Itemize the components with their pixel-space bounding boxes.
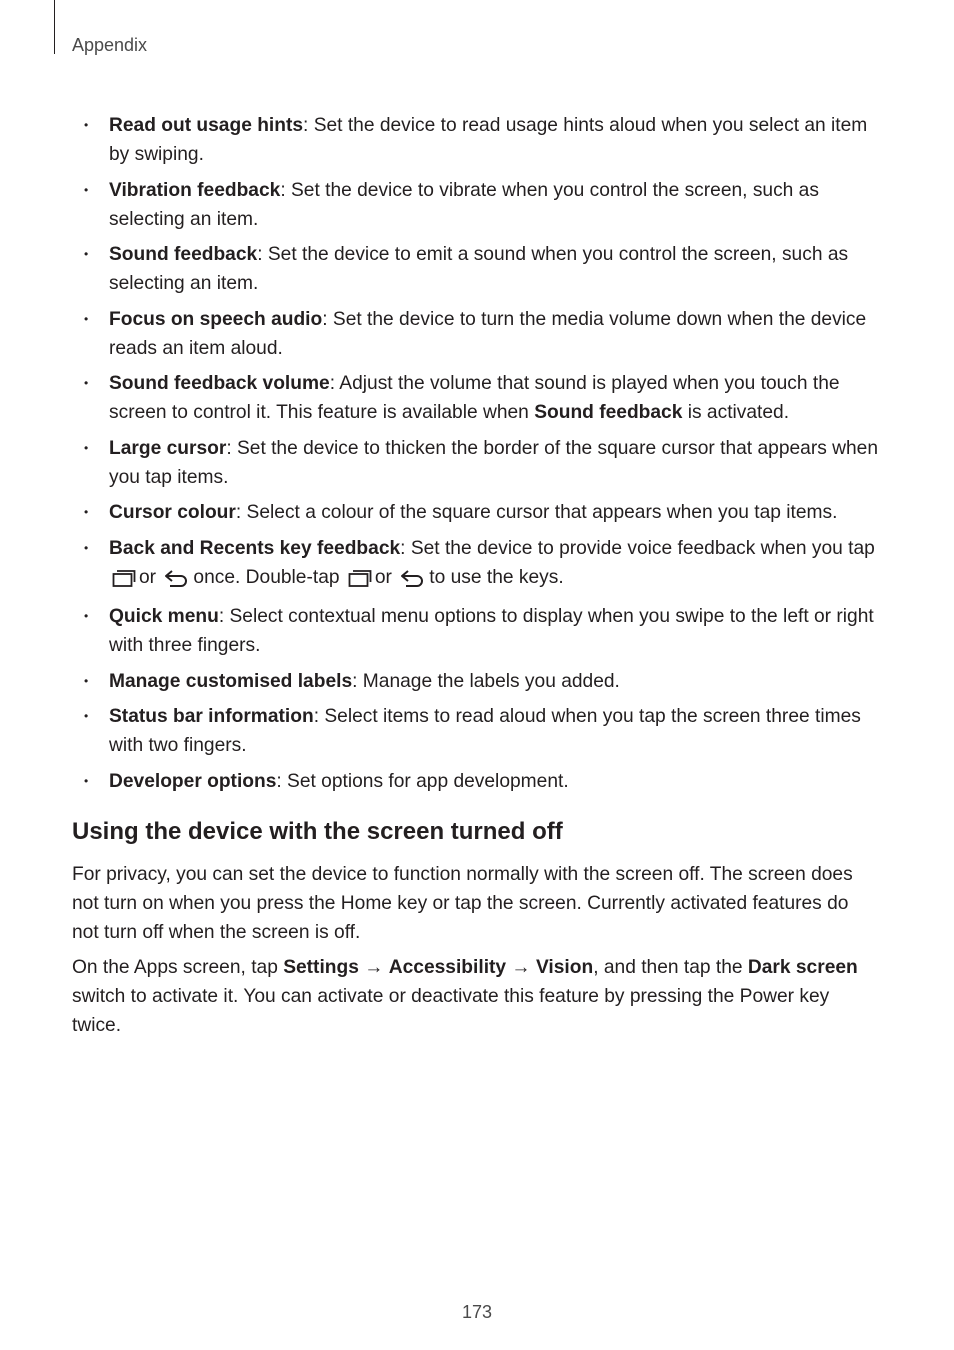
item-text: : Set the device to vibrate when you control the screen, such as selecting an item.	[109, 179, 819, 230]
item-text: : Select a colour of the square cursor that appears when you tap items.	[235, 502, 838, 523]
header-margin-rule	[54, 0, 55, 54]
settings-list	[72, 111, 878, 802]
instruction-text: On the Apps screen, tap	[72, 957, 284, 978]
back-key-icon	[400, 567, 426, 596]
list-item-cursor-colour	[72, 498, 878, 527]
item-text: : Select items to read aloud when you tap the screen three times with two fingers.	[109, 706, 861, 756]
item-term: Status bar information	[109, 706, 314, 727]
accessibility-term: Accessibility	[388, 957, 507, 978]
item-term-inline: Sound feedback	[534, 402, 683, 423]
or-text: or	[139, 566, 157, 588]
list-item-back-and-recents-key-feedback	[72, 534, 878, 596]
settings-term: Settings	[283, 957, 359, 978]
section-heading: Using the device with the screen turned off	[72, 818, 563, 845]
vision-term: Vision	[535, 957, 594, 978]
list-item-read-out-usage-hints	[72, 111, 878, 169]
item-text: : Select contextual menu options to display when you swipe to the left or right with three fingers.	[109, 606, 874, 656]
list-item-manage-customised-labels	[72, 667, 878, 696]
item-term: Read out usage hints	[109, 115, 304, 136]
item-term: Quick menu	[109, 606, 219, 627]
item-term: Cursor colour	[109, 502, 236, 523]
list-item-developer-options	[72, 767, 878, 796]
item-text-end: is activated.	[682, 402, 790, 423]
instructions-paragraph	[72, 953, 878, 1040]
back-key-icon	[164, 567, 190, 596]
item-text: : Set the device to thicken the border of the square cursor that appears when you tap items.	[109, 437, 879, 488]
instruction-text: , and then tap the	[593, 957, 748, 978]
item-text: : Set the device to emit a sound when you control the screen, such as selecting an item.	[109, 244, 849, 294]
or-text: or	[374, 566, 392, 588]
list-item-status-bar-information	[72, 702, 878, 760]
list-item-sound-feedback-volume	[72, 369, 878, 427]
list-item-sound-feedback	[72, 240, 878, 298]
instruction-text: switch to activate it. You can activate or deactivate this feature by pressing the Power key twice.	[72, 986, 830, 1036]
arrow-text: →	[358, 957, 389, 978]
privacy-paragraph: For privacy, you can set the device to function normally with the screen off. The screen does not turn on when you press the Home key or tap the screen. Currently activated features do not turn off when the screen is off.	[72, 864, 853, 943]
recents-key-icon	[348, 567, 372, 596]
item-term: Manage customised labels	[109, 670, 353, 692]
item-text: : Set options for app development.	[276, 770, 569, 792]
dark-screen-term: Dark screen	[747, 957, 858, 978]
item-term: Focus on speech audio	[109, 308, 323, 330]
recents-key-icon	[112, 567, 136, 596]
item-text: : Manage the labels you added.	[352, 670, 620, 692]
item-term: Sound feedback volume	[109, 373, 330, 394]
end-text: to use the keys.	[429, 566, 564, 588]
arrow-text: →	[506, 957, 536, 978]
item-term: Sound feedback	[109, 244, 258, 265]
list-item-vibration-feedback	[72, 176, 878, 234]
item-text: : Adjust the volume that sound is played when you touch the screen to control it. This feature is available when	[109, 373, 840, 423]
item-term: Back and Recents key feedback	[109, 537, 401, 559]
item-text: : Set the device to provide voice feedback when you tap	[400, 537, 875, 559]
item-term: Vibration feedback	[109, 179, 281, 201]
item-text: : Set the device to turn the media volume down when the device reads an item aloud.	[109, 308, 867, 359]
item-text: : Set the device to read usage hints aloud when you select an item by swiping.	[109, 115, 868, 165]
list-item-quick-menu	[72, 602, 878, 660]
page-number: 173	[461, 1302, 493, 1322]
item-term: Large cursor	[109, 437, 227, 459]
section-label: Appendix	[72, 35, 148, 55]
once-text: once. Double-tap	[193, 566, 340, 588]
item-term: Developer options	[109, 770, 277, 792]
list-item-large-cursor	[72, 434, 878, 492]
list-item-focus-on-speech-audio	[72, 305, 878, 363]
